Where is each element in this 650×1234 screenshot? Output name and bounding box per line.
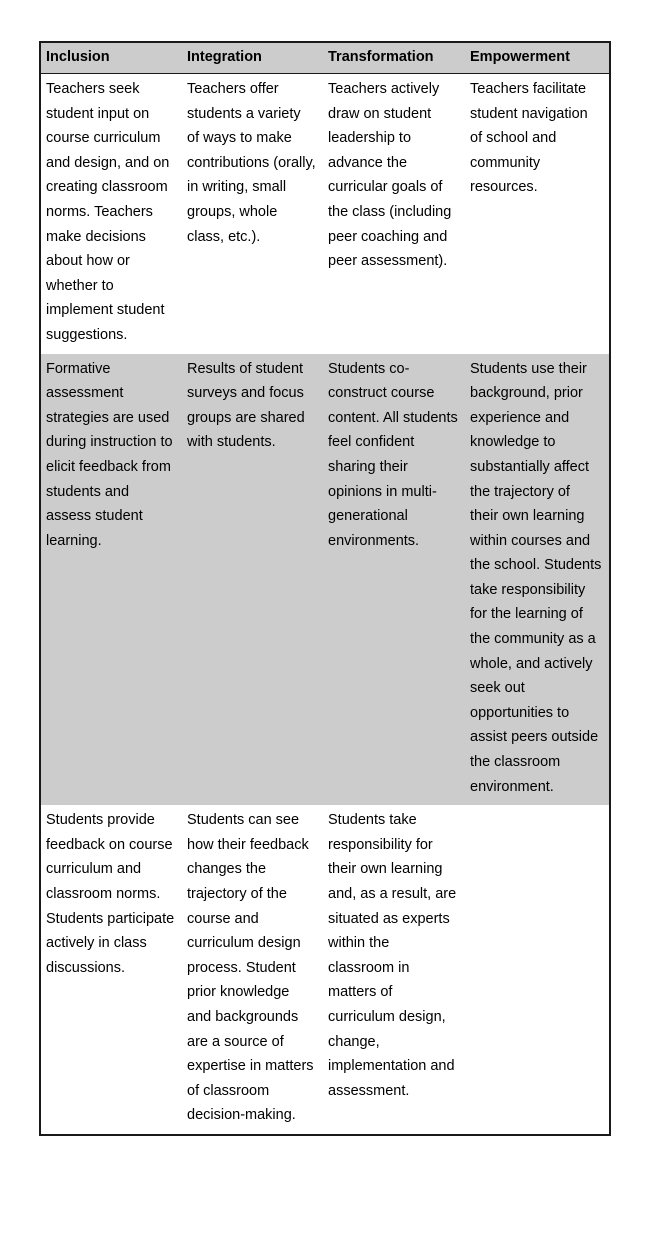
cell-text [470,808,602,809]
table-cell-inclusion [40,354,182,806]
table-cell-transformation [323,74,465,354]
table-cell-transformation [323,354,465,806]
table-cell-integration [182,805,323,1135]
column-header-empowerment: Empowerment [465,42,610,74]
cell-text: Students provide feedback on course curriculum and classroom norms. Students participate actively in class discussions. [46,812,175,976]
cell-text: Teachers actively draw on student leadership to advance the curricular goals of the class (including peer coaching and peer assessment). [328,81,452,270]
table-cell-empowerment [465,805,610,1135]
table-cell-inclusion [40,74,182,354]
cell-text: Formative assessment strategies are used during instruction to elicit feedback from students and assess student learning. [46,360,173,549]
table-cell-integration [182,74,323,354]
table-cell-inclusion [40,805,182,1135]
table-row [40,805,610,1135]
cell-text: Teachers facilitate student navigation of school and community resources. [470,81,588,196]
table-cell-transformation [323,805,465,1135]
cell-text: Teachers seek student input on course curriculum and design, and on creating classroom norms. Teachers make decisions about how or whether to implement student suggestions. [46,81,170,343]
cell-text: Students use their background, prior experience and knowledge to substantially affect the trajectory of their own learning within courses and the school. Students take responsibility for the learning of the community as a whole, and actively seek out opportunities to assist peers outside the classroom environment. [470,360,602,795]
student-voice-rubric-table [39,41,611,1136]
cell-text: Results of student surveys and focus groups are shared with students. [187,360,305,451]
table-cell-integration [182,354,323,806]
cell-text: Students can see how their feedback changes the trajectory of the course and curriculum design process. Student prior knowledge and backgrounds are a source of expertise in matters of classroom decision-making. [187,812,314,1124]
cell-text: Students co-construct course content. All students feel confident sharing their opinions in multi-generational environments. [328,360,458,549]
column-header-inclusion: Inclusion [40,42,182,74]
table-body [40,74,610,1135]
table-cell-empowerment [465,354,610,806]
table-row [40,354,610,806]
table-row [40,74,610,354]
column-header-transformation: Transformation [323,42,465,74]
cell-text: Students take responsibility for their own learning and, as a result, are situated as experts within the classroom in matters of curriculum design, change, implementation and assessment. [328,812,457,1099]
table-cell-empowerment [465,74,610,354]
header-row [40,42,610,74]
column-header-integration: Integration [182,42,323,74]
rubric-table-container [39,41,609,1136]
table-header [40,42,610,74]
cell-text: Teachers offer students a variety of ways to make contributions (orally, in writing, small groups, whole class, etc.). [187,81,316,245]
